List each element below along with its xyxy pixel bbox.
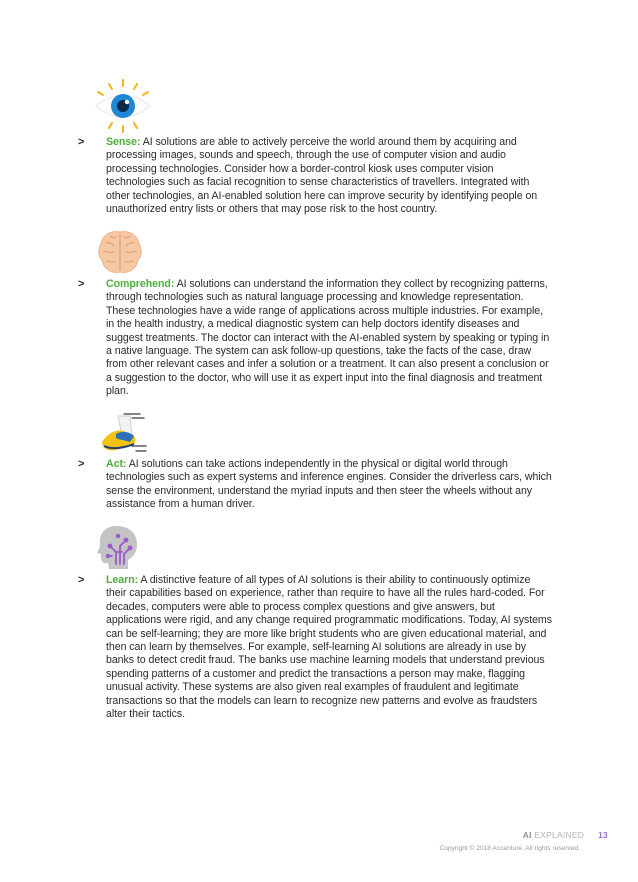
circuit-head-icon bbox=[96, 524, 142, 570]
bullet-marker: > bbox=[78, 278, 85, 290]
paragraph bbox=[92, 458, 552, 512]
section-text: A distinctive feature of all types of AI solutions is their ability to continuously optimize their capabilities based on experience, rather than require to have all the rules hard-coded. For decades, computers were able to process complex questions and give answers, but applications were rigid, and any change required programmatic modifications. Today, AI systems can be self-learning; they are more like bright students who are given educational material, and then can learn by themselves. For example, self-learning AI solutions are already in use by banks to detect credit fraud. The banks use machine learning models that understand previous spending patterns of a customer and predict the transactions a person may make, flagging unusual activity. These systems are also given real examples of fraudulent and legitimate transactions so that the models can learn to recognize new patterns and evolve as fraudsters alter their tactics. bbox=[106, 574, 552, 721]
page-number: 13 bbox=[598, 830, 608, 840]
paragraph bbox=[92, 574, 552, 721]
brain-icon bbox=[96, 228, 144, 276]
section-comprehend bbox=[78, 278, 552, 399]
section-keyword: Sense: bbox=[106, 136, 141, 148]
footer-brand-strong: AI bbox=[522, 830, 532, 840]
section-text: AI solutions can understand the information they collect by recognizing patterns, through technologies such as natural language processing and knowledge representation. These technologies have a wide range of applications across multiple industries. For example, in the health industry, a medical diagnostic system can help doctors identify diseases and suggest treatments. The doctor can interact with the AI-enabled system by speaking or typing in a native language. The system can ask follow-up questions, take the facts of the case, draw from other relevant cases and infer a solution or a treatment. It can also present a conclusion or a suggestion to the doctor, who will use it as expert input into the final diagnosis and treatment plan. bbox=[106, 278, 550, 398]
footer-copyright: Copyright © 2018 Accenture. All rights reserved. bbox=[439, 845, 580, 852]
footer-brand-light: EXPLAINED bbox=[531, 830, 585, 840]
paragraph bbox=[92, 278, 552, 399]
bullet-marker: > bbox=[78, 136, 85, 148]
section-act bbox=[78, 458, 552, 512]
footer-running-head bbox=[523, 830, 608, 840]
eye-icon bbox=[92, 78, 154, 134]
paragraph bbox=[92, 136, 552, 216]
section-sense bbox=[78, 136, 552, 216]
running-shoe-icon bbox=[96, 408, 148, 456]
section-keyword: Act: bbox=[106, 458, 127, 470]
section-learn bbox=[78, 574, 552, 721]
section-text: AI solutions can take actions independently in the physical or digital world through technologies such as expert systems and inference engines. Consider the driverless cars, which sense the environment, understand the myriad inputs and then steer the wheels without any assistance from a human driver. bbox=[106, 458, 552, 511]
bullet-marker: > bbox=[78, 458, 85, 470]
section-keyword: Comprehend: bbox=[106, 278, 175, 290]
section-keyword: Learn: bbox=[106, 574, 139, 586]
bullet-marker: > bbox=[78, 574, 85, 586]
section-text: AI solutions are able to actively perceive the world around them by acquiring and processing images, sounds and speech, through the use of computer vision and audio processing technologies. Consider how a border-control kiosk uses computer vision technologies such as facial recognition to sense characteristics of travellers. Integrated with other technologies, an AI-enabled solution here can improve security by identifying people on unauthorized entry lists or others that may pose risk to the host country. bbox=[106, 136, 538, 216]
